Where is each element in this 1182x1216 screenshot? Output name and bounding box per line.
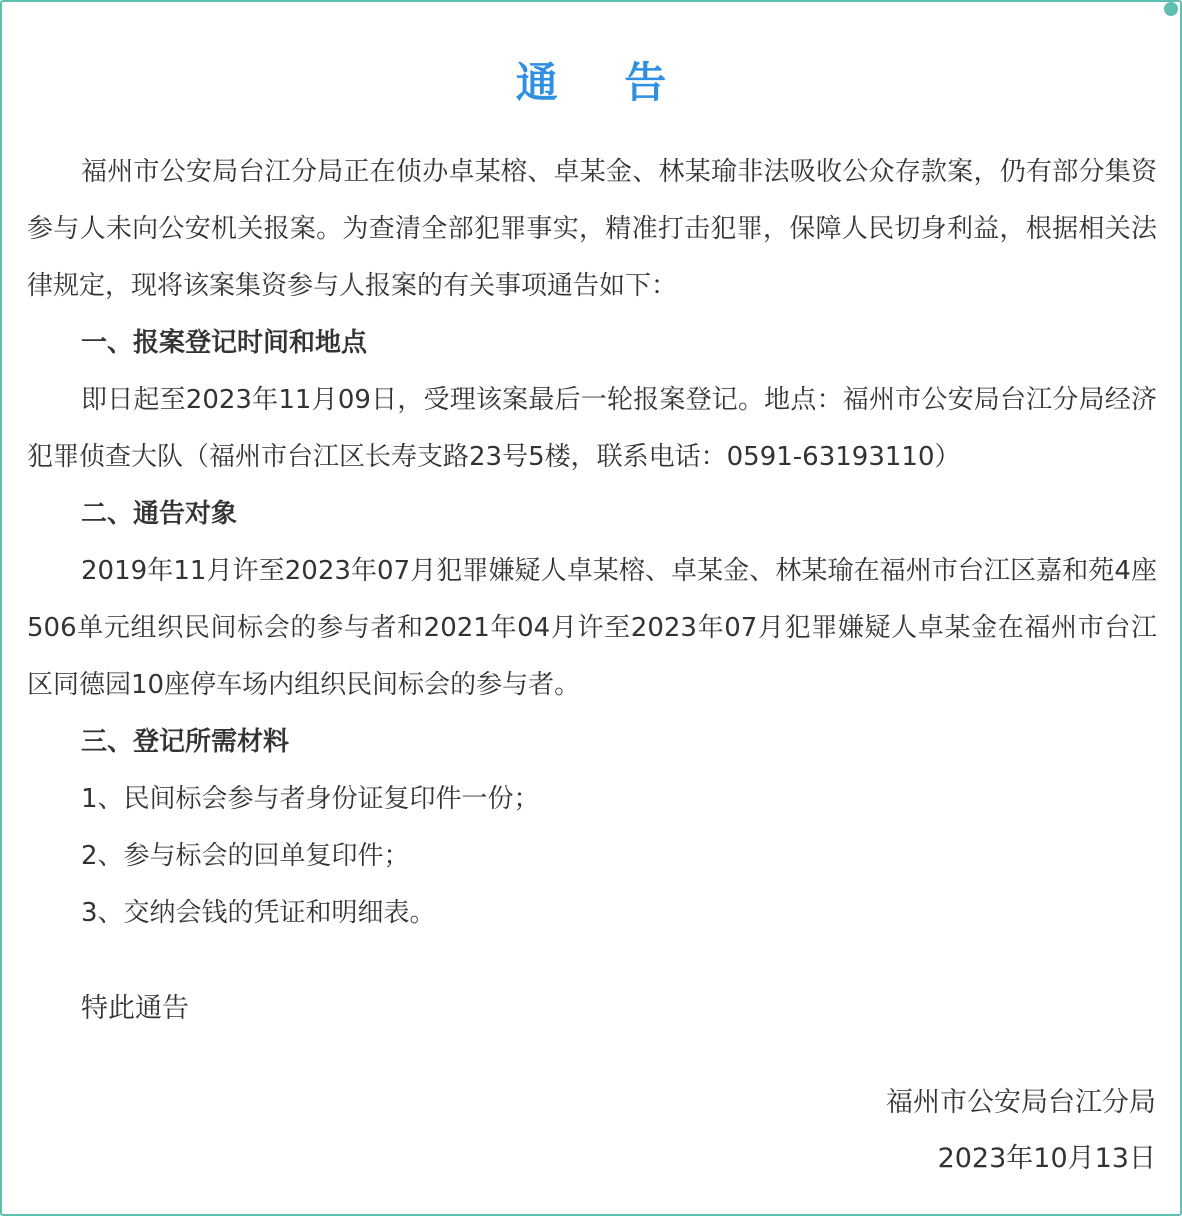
corner-dot-icon (1164, 2, 1178, 16)
registration-paragraph: 即日起至2023年11月09日，受理该案最后一轮报案登记。地点：福州市公安局台江分局经济犯罪侦查大队（福州市台江区长寿支路23号5楼，联系电话：0591-63193110） (27, 385, 1157, 472)
notice-title: 通 告 (515, 58, 693, 107)
issuer-name: 福州市公安局台江分局 (886, 1087, 1156, 1118)
section-heading-target: 二、通告对象 (81, 499, 238, 529)
notice-body (27, 144, 1157, 942)
section-heading-materials: 三、登记所需材料 (81, 727, 290, 757)
signoff-text: 特此通告 (81, 993, 189, 1024)
materials-item: 3、交纳会钱的凭证和明细表。 (81, 898, 436, 928)
target-paragraph: 2019年11月许至2023年07月犯罪嫌疑人卓某榕、卓某金、林某瑜在福州市台江区嘉和苑4座506单元组织民间标会的参与者和2021年04月许至2023年07月犯罪嫌疑人卓某金在福州市台江区同德园10座停车场内组织民间标会的参与者。 (27, 556, 1157, 700)
section-heading-registration: 一、报案登记时间和地点 (81, 328, 368, 358)
issue-date: 2023年10月13日 (937, 1143, 1156, 1174)
intro-paragraph: 福州市公安局台江分局正在侦办卓某榕、卓某金、林某瑜非法吸收公众存款案，仍有部分集资参与人未向公安机关报案。为查清全部犯罪事实，精准打击犯罪，保障人民切身利益，根据相关法律规定，现将该案集资参与人报案的有关事项通告如下： (27, 157, 1157, 301)
materials-item: 2、参与标会的回单复印件； (81, 841, 410, 871)
materials-item: 1、民间标会参与者身份证复印件一份； (81, 784, 540, 814)
